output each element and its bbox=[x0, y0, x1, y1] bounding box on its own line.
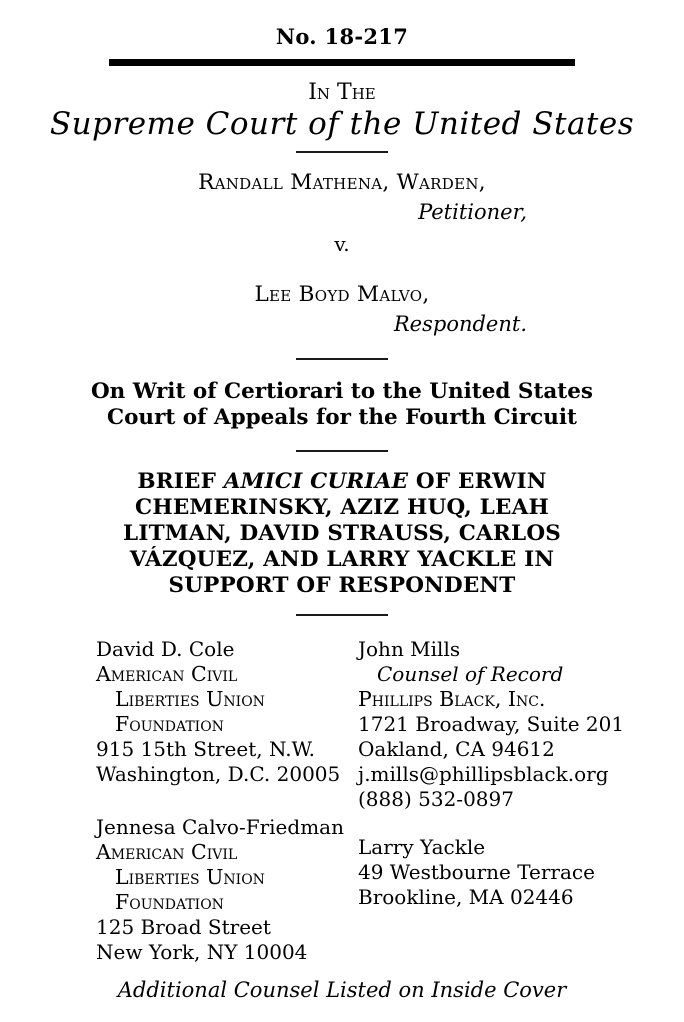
counsel-name: Jennesa Calvo-Friedman bbox=[96, 815, 344, 839]
counsel-address-line: 49 Westbourne Terrace bbox=[358, 860, 595, 884]
counsel-block-john-mills bbox=[358, 637, 624, 812]
counsel-address-line: Oakland, CA 94612 bbox=[358, 737, 555, 761]
counsel-org-line: Liberties Union bbox=[115, 865, 265, 889]
counsel-org-line: American Civil bbox=[96, 662, 238, 686]
in-the-heading: In The bbox=[308, 80, 376, 105]
counsel-org-line: Foundation bbox=[115, 712, 224, 736]
additional-counsel-note: Additional Counsel Listed on Inside Cover bbox=[117, 978, 567, 1002]
respondent-label: Respondent. bbox=[393, 312, 527, 336]
counsel-phone: (888) 532-0897 bbox=[358, 787, 514, 811]
writ-statement bbox=[0, 379, 684, 431]
court-name: Supreme Court of the United States bbox=[49, 106, 635, 142]
counsel-org-line: Phillips Black, Inc. bbox=[358, 687, 546, 711]
case-caption bbox=[105, 170, 579, 336]
respondent-name: Lee Boyd Malvo, bbox=[254, 282, 430, 307]
section-divider bbox=[296, 151, 388, 153]
counsel-address-line: 125 Broad Street bbox=[96, 915, 271, 939]
counsel-left-column bbox=[96, 637, 358, 965]
counsel-right-column bbox=[358, 637, 624, 965]
double-rule-divider bbox=[109, 59, 575, 66]
section-divider bbox=[296, 450, 388, 452]
counsel-org-line: American Civil bbox=[96, 840, 238, 864]
brief-title-text: BRIEF bbox=[137, 469, 224, 494]
counsel-address-line: 1721 Broadway, Suite 201 bbox=[358, 712, 625, 736]
brief-title-line: SUPPORT OF RESPONDENT bbox=[168, 573, 516, 598]
petitioner-name: Randall Mathena, Warden, bbox=[198, 170, 486, 195]
docket-number: No. 18-217 bbox=[275, 24, 409, 49]
writ-line: Court of Appeals for the Fourth Circuit bbox=[106, 405, 577, 430]
counsel-block-david-cole bbox=[96, 637, 358, 787]
brief-title-line: VÁZQUEZ, AND LARRY YACKLE IN bbox=[129, 547, 555, 572]
counsel-address-line: New York, NY 10004 bbox=[96, 940, 308, 964]
counsel-address-line: Brookline, MA 02446 bbox=[358, 885, 574, 909]
brief-title-text: OF ERWIN bbox=[408, 469, 547, 494]
counsel-block-jennesa-calvo-friedman bbox=[96, 815, 358, 965]
counsel-email: j.mills@phillipsblack.org bbox=[358, 762, 609, 786]
counsel-name: John Mills bbox=[358, 637, 461, 661]
brief-title-italic-text: AMICI CURIAE bbox=[223, 469, 409, 494]
counsel-block-larry-yackle bbox=[358, 835, 624, 910]
counsel-name: David D. Cole bbox=[96, 637, 235, 661]
brief-title bbox=[0, 469, 684, 599]
counsel-address-line: Washington, D.C. 20005 bbox=[96, 762, 341, 786]
section-divider bbox=[296, 358, 388, 360]
counsel-role: Counsel of Record bbox=[377, 662, 564, 686]
counsel-listing bbox=[96, 637, 625, 965]
brief-title-line bbox=[0, 469, 684, 495]
brief-title-line: LITMAN, DAVID STRAUSS, CARLOS bbox=[123, 521, 561, 546]
brief-title-line: CHEMERINSKY, AZIZ HUQ, LEAH bbox=[135, 495, 549, 520]
counsel-address-line: 915 15th Street, N.W. bbox=[96, 737, 315, 761]
counsel-name: Larry Yackle bbox=[358, 835, 486, 859]
counsel-org-line: Foundation bbox=[115, 890, 224, 914]
counsel-org-line: Liberties Union bbox=[115, 687, 265, 711]
versus-text: v. bbox=[334, 232, 350, 256]
writ-line: On Writ of Certiorari to the United States bbox=[90, 379, 594, 404]
petitioner-label: Petitioner, bbox=[418, 200, 527, 224]
section-divider bbox=[296, 614, 388, 616]
